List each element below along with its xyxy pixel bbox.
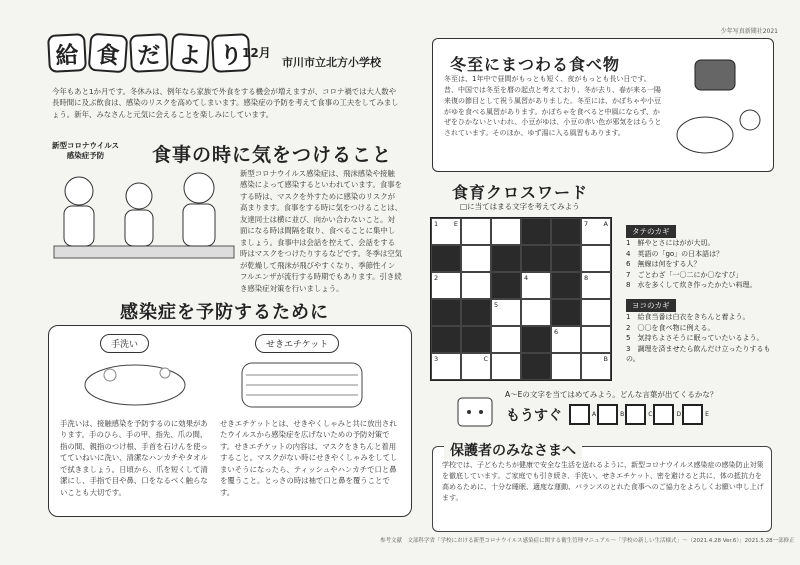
clue: 1 給食当番は白衣をきちんと着よう。 — [626, 313, 750, 321]
cell-number: 1 — [434, 220, 439, 228]
handwash-illustration — [70, 355, 200, 410]
answer-prompt: A〜Eの文字を当てはめてみよう。どんな言葉が出てくるかな？ — [505, 390, 718, 399]
notice-heading: 保護者のみなさまへ — [444, 440, 582, 460]
answer-letter: D — [676, 411, 682, 418]
answer-label: もうすぐ — [506, 407, 562, 424]
clue: 7 ごとわざ「一〇二にか〇なすび」 — [626, 270, 743, 279]
down-clues-head: タテのカギ — [626, 225, 676, 238]
crossword-cell[interactable] — [581, 299, 611, 326]
crossword-block — [521, 218, 551, 245]
cell-letter-key: E — [453, 220, 458, 228]
crossword-cell[interactable] — [581, 245, 611, 272]
down-clues — [626, 219, 776, 291]
clue: 5 気持ちよさそうに眠っていたいるよう。 — [626, 334, 764, 342]
answer-box[interactable] — [682, 404, 703, 425]
family-eating-illustration — [54, 166, 234, 261]
meal-heading: 食事の時に気をつけること — [152, 144, 393, 166]
copyright-note: 少年写真新聞社2021 — [720, 28, 778, 35]
clue: 8 水を多くして炊き作ったかたい料理。 — [626, 281, 757, 289]
crossword-cell[interactable] — [491, 218, 521, 245]
meal-body: 新型コロナウイルス感染症は、飛沫感染や接触感染によって感染するといわれています。食事をする時は、マスクを外すために感染のリスクが高まります。食事をする時に気をつけることは、友達同士は横に並び、向かい合わないこと。対面になる時は間隔を取り、食べることに集中しましょう。食事中は会話を控えて、会話をする時はマスクをつけたりするなどです。冬季は空気が乾燥して飛沫が飛びやすくなり、季節性インフルエンザが流行する時期でもあります。引き続き感染症対策を行いましょう。 — [240, 169, 403, 293]
crossword-block — [431, 326, 461, 353]
crossword-heading: 食育クロスワード — [452, 183, 589, 202]
crossword-block — [551, 299, 581, 326]
cell-letter-key: A — [603, 220, 608, 228]
crossword-block — [551, 272, 581, 299]
crossword-cell[interactable] — [581, 218, 611, 245]
prevent-heading: 感染症を予防するために — [120, 302, 329, 323]
handwash-tag: 手洗い — [100, 334, 149, 353]
covid-label-line2: 感染症予防 — [66, 150, 105, 160]
cell-number: 6 — [554, 328, 559, 336]
crossword-block — [521, 353, 551, 380]
crossword-cell[interactable] — [521, 272, 551, 299]
clue: 3 調理を済ませたら飲んだけ立ったりするもの。 — [626, 344, 771, 363]
crossword-block — [491, 245, 521, 272]
squash-porridge-illustration — [665, 55, 765, 160]
clue: 2 〇〇を食べ物に例える。 — [626, 323, 715, 332]
clue: 4 英語の「go」の日本語は？ — [626, 249, 724, 258]
crossword-cell[interactable] — [461, 353, 491, 380]
crossword-block — [461, 326, 491, 353]
cough-body: せきエチケットとは、せきやくしゃみと共に放出されたウイルスから感染症を広げないための予防対策です。せきエチケットの内容は、マスクをきちんと着用すること。マスクがない時にせきやくしゃみをしてしまいそうになったら、ティッシュやハンカチで口と鼻を覆うこと。とっさの時は袖で口と鼻を覆うことです。 — [220, 419, 398, 497]
intro-text: 今年もあと1か月です。冬休みは、例年なら家族で外食をする機会が増えますが、コロナ禍では大人数や長時間に及ぶ飲食は、感染のリスクを高めてしまいます。感染症の予防を考えて食事の工夫をしてみましょう。新年、みなさんと元気に会えることを楽しみにしています。 — [52, 87, 399, 119]
mask-illustration — [222, 355, 382, 415]
cell-letter-key: B — [603, 355, 608, 363]
across-clues-head: ヨコのカギ — [626, 299, 676, 312]
footer-references: 参考文献 文部科学省「学校における新型コロナウイルス感染症に関する衛生管理マニュアル〜「学校の新しい生活様式」〜（2021.4.28 Ver.6）」2021.5.28一部修正 — [380, 538, 795, 544]
crossword-cell[interactable] — [581, 272, 611, 299]
crossword-cell[interactable] — [461, 272, 491, 299]
covid-label — [52, 141, 119, 161]
cell-number: 2 — [434, 274, 439, 282]
cell-number: 5 — [494, 301, 499, 309]
answer-box[interactable] — [597, 404, 618, 425]
cell-number: 3 — [434, 355, 439, 363]
crossword-block — [491, 272, 521, 299]
crossword-cell[interactable] — [521, 299, 551, 326]
answer-box[interactable] — [625, 404, 646, 425]
crossword-block — [431, 299, 461, 326]
cough-etiquette-tag: せきエチケット — [255, 334, 339, 353]
crossword-cell[interactable] — [581, 353, 611, 380]
clue: 1 鮮やとさにはがが大切。 — [626, 239, 715, 247]
crossword-cell[interactable] — [551, 353, 581, 380]
answer-letter: E — [705, 411, 709, 418]
handwash-body: 手洗いは、接触感染を予防するのに効果があります。手のひら、手の甲、指先、爪の間、指の間、親指のつけ根、手首を石けんを使ってていねいに洗い、清潔なハンカチやタオルで拭きましょう。日頃から、爪を短くして清潔にし、手指で目や鼻、口をなるべく触らないことも大切です。 — [60, 419, 208, 497]
answer-row — [506, 404, 709, 425]
winter-heading: 冬至にまつわる食べ物 — [450, 55, 621, 74]
crossword-cell[interactable] — [431, 353, 461, 380]
newsletter-title — [48, 34, 250, 72]
crossword-cell[interactable] — [431, 272, 461, 299]
title-char: よ — [170, 33, 211, 74]
answer-letter: A — [592, 411, 597, 418]
crossword-subtitle: □に当てはまる文字を考えてみよう — [460, 202, 580, 211]
crossword-block — [521, 326, 551, 353]
crossword-cell[interactable] — [431, 218, 461, 245]
crossword-cell[interactable] — [461, 245, 491, 272]
cell-letter-key: C — [483, 355, 488, 363]
crossword-cell[interactable] — [491, 299, 521, 326]
cell-number: 8 — [584, 274, 589, 282]
crossword-cell[interactable] — [491, 326, 521, 353]
issue-month: 12月 — [242, 46, 271, 60]
mascot-illustration — [452, 392, 498, 432]
crossword-block — [431, 245, 461, 272]
crossword-cell[interactable] — [461, 218, 491, 245]
crossword-block — [521, 245, 551, 272]
covid-label-line1: 新型コロナウイルス — [52, 141, 120, 150]
answer-letter: C — [648, 411, 653, 418]
notice-body: 学校では、子どもたちが健康で安全な生活を送れるように、新型コロナウイルス感染症の感染防止対策を徹底しています。ご家庭でも引き続き、手洗い、せきエチケット、密を避けると共に、体の抵抗力を高めるために、十分な睡眠、適度な運動、バランスのとれた食事へのご協力をよろしくお願い申し上げます。 — [442, 461, 764, 502]
title-char: 食 — [88, 33, 129, 74]
crossword-block — [551, 218, 581, 245]
answer-letter: B — [620, 411, 625, 418]
crossword-block — [551, 245, 581, 272]
crossword-block — [461, 299, 491, 326]
clue: 6 無線は何をする人？ — [626, 260, 701, 268]
crossword-grid — [430, 217, 612, 381]
crossword-cell[interactable] — [551, 326, 581, 353]
title-char: だ — [129, 33, 169, 73]
winter-body: 冬至は、1年中で昼間がもっとも短く、夜がもっとも長い日です。昔、中国では冬至を暦の起点と考えており、冬が去り、春が来る一陽来復の節目として祝う風習がありました。冬至には、かぼちゃや小豆がゆを食べる風習があります。かぼちゃを食べると中風にならず、かぜをひかないといわれ、小豆がゆは、小豆の赤い色が邪気をはらうとされています。そのほか、ゆず湯に入る風習もあります。 — [444, 75, 662, 138]
title-char: 給 — [47, 33, 87, 73]
crossword-cell[interactable] — [491, 353, 521, 380]
across-clues — [626, 293, 776, 365]
cell-number: 7 — [584, 220, 589, 228]
title-char: り — [211, 33, 251, 73]
cell-number: 4 — [524, 274, 529, 282]
school-name: 市川市立北方小学校 — [282, 56, 381, 69]
answer-box[interactable] — [653, 404, 674, 425]
crossword-cell[interactable] — [581, 326, 611, 353]
answer-box[interactable] — [569, 404, 590, 425]
